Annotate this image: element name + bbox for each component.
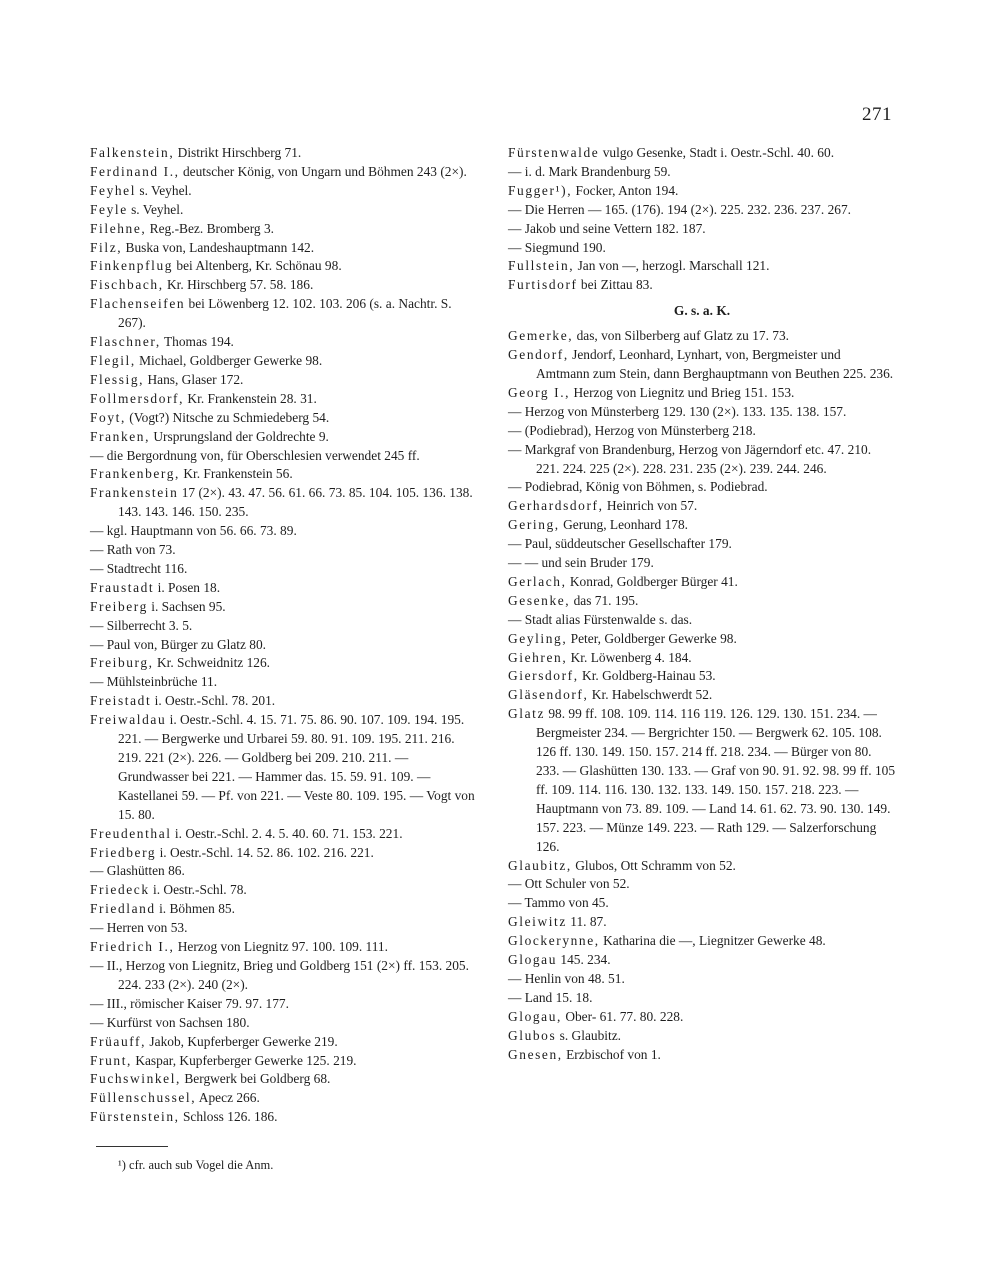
index-subentry: — Land 15. 18. xyxy=(508,989,593,1005)
entry-text: Kr. Frankenstein 56. xyxy=(179,466,293,482)
entry-headword: Franken, xyxy=(90,428,151,444)
entry-text: i. Posen 18. xyxy=(154,579,221,595)
entry-headword: Frunt, xyxy=(90,1052,132,1068)
entry-headword: Filz, xyxy=(90,239,123,255)
index-subentry: — Stadtrecht 116. xyxy=(90,560,188,576)
entry-headword: Friedrich I., xyxy=(90,939,175,955)
index-entry xyxy=(90,333,480,352)
entry-headword: Filehne, xyxy=(90,220,147,236)
entry-headword: Flessig, xyxy=(90,371,145,387)
entry-text: 11. 87. xyxy=(566,914,607,930)
index-entry xyxy=(90,825,480,844)
entry-headword: Friedberg xyxy=(90,844,157,860)
index-entry xyxy=(90,938,480,957)
index-entry xyxy=(90,1052,480,1071)
entry-text: Reg.-Bez. Bromberg 3. xyxy=(146,220,275,236)
index-subentry: — Kurfürst von Sachsen 180. xyxy=(90,1014,250,1030)
entry-headword: Freudenthal xyxy=(90,825,172,841)
index-subentry: — i. d. Mark Brandenburg 59. xyxy=(508,163,671,179)
entry-headword: Geyling, xyxy=(508,630,568,646)
index-entry xyxy=(90,579,480,598)
index-entry xyxy=(90,692,480,711)
index-entry xyxy=(90,390,480,409)
entry-text: Buska von, Landeshauptmann 142. xyxy=(122,239,315,255)
index-subentry: — Tammo von 45. xyxy=(508,895,609,911)
index-entry xyxy=(90,428,480,447)
index-subentry: — Silberrecht 3. 5. xyxy=(90,617,193,633)
index-entry xyxy=(90,1108,480,1127)
entry-headword: Gendorf, xyxy=(508,347,569,363)
index-entry xyxy=(508,649,896,668)
entry-headword: Gnesen, xyxy=(508,1046,563,1062)
index-entry xyxy=(508,182,896,201)
entry-headword: Freiburg, xyxy=(90,655,154,671)
entry-text: Apecz 266. xyxy=(196,1090,260,1106)
index-entry xyxy=(90,295,480,333)
index-subentry: — Podiebrad, König von Böhmen, s. Podiebrad. xyxy=(508,479,768,495)
entry-text: Kr. Frankenstein 28. 31. xyxy=(184,390,317,406)
index-entry xyxy=(90,844,480,863)
entry-headword: Frankenstein xyxy=(90,485,179,501)
entry-text: Kr. Hirschberg 57. 58. 186. xyxy=(163,277,314,293)
index-entry xyxy=(508,144,896,163)
entry-text: Focker, Anton 194. xyxy=(572,182,679,198)
entry-headword: Fuchswinkel, xyxy=(90,1071,181,1087)
entry-headword: Giehren, xyxy=(508,649,568,665)
index-entry xyxy=(90,201,480,220)
entry-text: Kr. Habelschwerdt 52. xyxy=(588,687,713,703)
entry-text: vulgo Gesenke, Stadt i. Oestr.-Schl. 40. 60. xyxy=(599,145,835,160)
entry-text: Schloss 126. 186. xyxy=(179,1109,278,1125)
index-entry xyxy=(508,913,896,932)
entry-text: bei Zittau 83. xyxy=(577,277,653,293)
entry-text: 145. 234. xyxy=(557,952,611,968)
index-entry xyxy=(508,257,896,276)
entry-text: deutscher König, von Ungarn und Böhmen 243 (2×). xyxy=(179,163,467,179)
index-subentry: — (Podiebrad), Herzog von Münsterberg 218. xyxy=(508,422,756,438)
entry-text: das, von Silberberg auf Glatz zu 17. 73. xyxy=(573,328,790,344)
entry-text: Peter, Goldberger Gewerke 98. xyxy=(567,630,737,646)
entry-text: i. Oestr.-Schl. 14. 52. 86. 102. 216. 221. xyxy=(156,844,374,860)
entry-headword: Glubos xyxy=(508,1027,557,1043)
index-entry xyxy=(508,1046,896,1065)
index-entry xyxy=(508,630,896,649)
entry-headword: Freiwaldau xyxy=(90,712,167,728)
entry-text: Bergwerk bei Goldberg 68. xyxy=(181,1071,331,1087)
entry-text: Kaspar, Kupferberger Gewerke 125. 219. xyxy=(131,1052,357,1068)
entry-text: Kr. Löwenberg 4. 184. xyxy=(567,649,692,665)
entry-text: Thomas 194. xyxy=(160,334,234,350)
index-entry xyxy=(508,705,896,856)
entry-headword: Glatz xyxy=(508,706,545,722)
entry-headword: Früauff, xyxy=(90,1033,147,1049)
section-heading: G. s. a. K. xyxy=(673,303,731,319)
entry-text: 17 (2×). 43. 47. 56. 61. 66. 73. 85. 104. 105. 136. 138. 143. 143. 146. 150. 235. xyxy=(118,485,473,520)
index-subentry: — III., römischer Kaiser 79. 97. 177. xyxy=(90,995,289,1011)
index-entry xyxy=(508,1027,896,1046)
index-column-left xyxy=(90,144,480,1127)
entry-text: Ober- 61. 77. 80. 228. xyxy=(561,1008,684,1024)
entry-text: Jendorf, Leonhard, Lynhart, von, Bergmeister und Amtmann zum Stein, dann Berghauptmann von Beuthen 225. 236. xyxy=(536,347,894,381)
index-subentry: — die Bergordnung von, für Oberschlesien verwendet 245 ff. xyxy=(90,447,420,463)
footnote-rule xyxy=(96,1146,168,1147)
entry-headword: Freiberg xyxy=(90,598,148,614)
index-entry xyxy=(90,598,480,617)
index-entry xyxy=(508,686,896,705)
index-entry xyxy=(508,384,896,403)
index-entry xyxy=(90,881,480,900)
index-entry xyxy=(508,327,896,346)
entry-headword: Friedeck xyxy=(90,882,150,898)
entry-text: i. Oestr.-Schl. 2. 4. 5. 40. 60. 71. 153. 221. xyxy=(171,825,403,841)
page-number: 271 xyxy=(862,104,892,125)
entry-text: Distrikt Hirschberg 71. xyxy=(174,145,302,160)
entry-headword: Fullstein, xyxy=(508,258,575,274)
entry-text: Heinrich von 57. xyxy=(603,498,698,514)
entry-text: Erzbischof von 1. xyxy=(562,1046,661,1062)
entry-headword: Gesenke, xyxy=(508,592,571,608)
entry-text: i. Oestr.-Schl. 78. 201. xyxy=(151,693,276,709)
entry-headword: Giersdorf, xyxy=(508,668,579,684)
index-entry xyxy=(508,573,896,592)
entry-text: 98. 99 ff. 108. 109. 114. 116 119. 126. 129. 130. 151. 234. — Bergmeister 234. — Bergrichter 150. — Bergwerk 62. 105. 108. 126 ff. 130. 149. 150. 157. 214 ff. 218. 234. — Bürger von 80. 233. — Glashütten 130. 133. — Graf von 90. 91. 92. 98. 99 ff. 105 ff. 109. 114. 116. 130. 132. 133. 149. 150. 157. 218. 223. — Hauptmann von 73. 89. 109. — Land 14. 61. 62. 73. 90. 130. 149. 157. 223. — Münze 149. 223. — Rath 129. — Salzerforschung 126. xyxy=(536,706,896,854)
entry-headword: Gerhardsdorf, xyxy=(508,498,604,514)
entry-text: bei Altenberg, Kr. Schönau 98. xyxy=(173,258,342,274)
entry-headword: Gleiwitz xyxy=(508,914,567,930)
entry-headword: Gering, xyxy=(508,517,560,533)
entry-headword: Fürstenstein, xyxy=(90,1109,180,1125)
index-entry xyxy=(90,1070,480,1089)
index-entry xyxy=(508,346,896,384)
index-subentry: — Markgraf von Brandenburg, Herzog von Jägerndorf etc. 47. 210. 221. 224. 225 (2×). 228. 231. 235 (2×). 239. 244. 246. xyxy=(508,441,872,476)
index-entry xyxy=(90,239,480,258)
index-subentry: — Paul von, Bürger zu Glatz 80. xyxy=(90,636,267,652)
entry-headword: Feyle xyxy=(90,201,128,217)
entry-headword: Fugger¹), xyxy=(508,182,573,198)
entry-headword: Freistadt xyxy=(90,693,152,709)
entry-headword: Füllenschussel, xyxy=(90,1090,197,1106)
index-subentry: — — und sein Bruder 179. xyxy=(508,555,654,571)
entry-headword: Gerlach, xyxy=(508,573,567,589)
index-entry xyxy=(90,654,480,673)
index-entry xyxy=(90,163,480,182)
entry-text: Jan von —, herzogl. Marschall 121. xyxy=(574,258,770,274)
index-entry xyxy=(90,220,480,239)
index-entry xyxy=(508,516,896,535)
entry-headword: Flachenseifen xyxy=(90,296,186,312)
index-entry xyxy=(90,276,480,295)
index-entry xyxy=(90,484,480,522)
entry-text: i. Oestr.-Schl. 4. 15. 71. 75. 86. 90. 107. 109. 194. 195. 221. — Bergwerke und Urbarei 59. 80. 91. 109. 195. 211. 216. 219. 221 (2×). 226. — Goldberg bei 209. 210. 211. — Grundwasser bei 221. — Hammer das. 15. 59. 91. 109. — Kastellanei 59. — Pf. von 221. — Veste 80. 109. 195. — Vogt von 15. 80. xyxy=(118,712,475,822)
index-entry xyxy=(508,276,896,295)
entry-headword: Flegil, xyxy=(90,352,136,368)
index-entry xyxy=(90,352,480,371)
index-column-right xyxy=(508,144,896,1065)
entry-text: das 71. 195. xyxy=(570,592,639,608)
entry-text: Glubos, Ott Schramm von 52. xyxy=(571,857,736,873)
entry-headword: Gläsendorf, xyxy=(508,687,589,703)
index-entry xyxy=(90,1089,480,1108)
index-entry xyxy=(508,857,896,876)
footnote: ¹) cfr. auch sub Vogel die Anm. xyxy=(118,1158,274,1172)
index-subentry: — Rath von 73. xyxy=(90,542,176,558)
entry-headword: Glaubitz, xyxy=(508,857,572,873)
entry-headword: Gemerke, xyxy=(508,328,574,344)
entry-text: i. Oestr.-Schl. 78. xyxy=(149,882,247,898)
entry-headword: Follmersdorf, xyxy=(90,390,185,406)
entry-headword: Frankenberg, xyxy=(90,466,180,482)
entry-headword: Glockerynne, xyxy=(508,933,600,949)
index-subentry: — Paul, süddeutscher Gesellschafter 179. xyxy=(508,536,732,552)
entry-text: s. Veyhel. xyxy=(136,182,192,198)
index-subentry: — Die Herren — 165. (176). 194 (2×). 225. 232. 236. 237. 267. xyxy=(508,201,852,217)
index-entry xyxy=(90,900,480,919)
entry-text: Herzog von Liegnitz und Brieg 151. 153. xyxy=(570,384,795,400)
index-subentry: — Henlin von 48. 51. xyxy=(508,970,625,986)
index-entry xyxy=(90,257,480,276)
entry-text: Herzog von Liegnitz 97. 100. 109. 111. xyxy=(174,939,388,955)
index-entry xyxy=(90,711,480,824)
entry-text: Hans, Glaser 172. xyxy=(144,371,244,387)
entry-headword: Georg I., xyxy=(508,384,571,400)
entry-headword: Glogau, xyxy=(508,1008,562,1024)
entry-text: Katharina die —, Liegnitzer Gewerke 48. xyxy=(599,933,826,949)
entry-headword: Furtisdorf xyxy=(508,277,578,293)
entry-text: Ursprungsland der Goldrechte 9. xyxy=(150,428,329,444)
entry-text: i. Sachsen 95. xyxy=(147,598,226,614)
entry-headword: Foyt, xyxy=(90,409,126,425)
index-entry xyxy=(90,409,480,428)
entry-headword: Friedland xyxy=(90,901,156,917)
index-entry xyxy=(508,1008,896,1027)
index-subentry: — kgl. Hauptmann von 56. 66. 73. 89. xyxy=(90,523,297,539)
index-entry xyxy=(508,497,896,516)
index-entry xyxy=(508,667,896,686)
entry-headword: Glogau xyxy=(508,952,558,968)
index-subentry: — Jakob und seine Vettern 182. 187. xyxy=(508,220,706,236)
index-subentry: — Mühlsteinbrüche 11. xyxy=(90,674,218,690)
index-entry xyxy=(90,182,480,201)
index-entry xyxy=(90,465,480,484)
index-entry xyxy=(508,932,896,951)
entry-headword: Fischbach, xyxy=(90,277,164,293)
index-subentry: — Herren von 53. xyxy=(90,920,188,936)
index-entry xyxy=(508,951,896,970)
index-entry xyxy=(508,592,896,611)
entry-headword: Ferdinand I., xyxy=(90,163,180,179)
entry-text: s. Veyhel. xyxy=(127,201,184,217)
entry-headword: Flaschner, xyxy=(90,334,161,350)
entry-text: i. Böhmen 85. xyxy=(155,901,235,917)
entry-headword: Falkenstein, xyxy=(90,145,175,160)
index-entry xyxy=(90,371,480,390)
entry-text: Jakob, Kupferberger Gewerke 219. xyxy=(146,1033,338,1049)
entry-text: bei Löwenberg 12. 102. 103. 206 (s. a. Nachtr. S. 267). xyxy=(118,296,452,331)
entry-text: (Vogt?) Nitsche zu Schmiedeberg 54. xyxy=(125,409,330,425)
index-subentry: — Ott Schuler von 52. xyxy=(508,876,630,892)
entry-text: Michael, Goldberger Gewerke 98. xyxy=(135,352,323,368)
entry-text: Kr. Schweidnitz 126. xyxy=(153,655,271,671)
entry-headword: Finkenpflug xyxy=(90,258,174,274)
entry-text: Konrad, Goldberger Bürger 41. xyxy=(566,573,738,589)
index-subentry: — II., Herzog von Liegnitz, Brieg und Goldberg 151 (2×) ff. 153. 205. 224. 233 (2×). 240 (2×). xyxy=(90,957,469,992)
entry-headword: Fraustadt xyxy=(90,579,155,595)
index-subentry: — Glashütten 86. xyxy=(90,863,185,879)
entry-headword: Feyhel xyxy=(90,182,137,198)
index-subentry: — Stadt alias Fürstenwalde s. das. xyxy=(508,611,693,627)
entry-text: Gerung, Leonhard 178. xyxy=(559,517,689,533)
index-entry xyxy=(90,144,480,163)
index-subentry: — Siegmund 190. xyxy=(508,239,606,255)
index-subentry: — Herzog von Münsterberg 129. 130 (2×). 133. 135. 138. 157. xyxy=(508,403,847,419)
entry-text: s. Glaubitz. xyxy=(556,1027,622,1043)
entry-headword: Fürstenwalde xyxy=(508,145,600,160)
index-entry xyxy=(90,1033,480,1052)
entry-text: Kr. Goldberg-Hainau 53. xyxy=(578,668,716,684)
